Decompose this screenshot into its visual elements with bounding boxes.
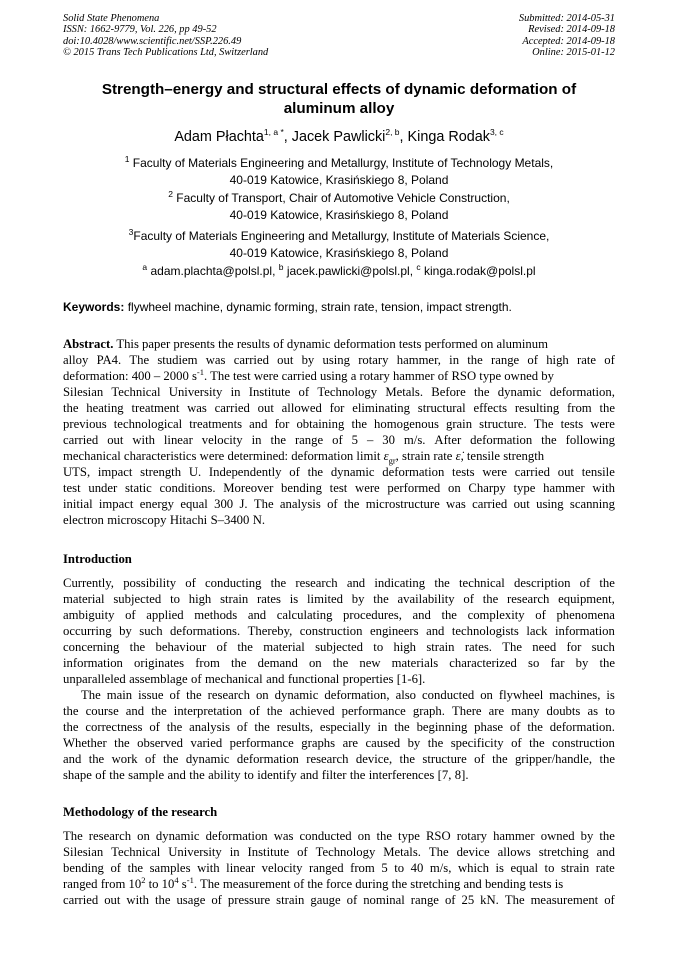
affiliation-line: Faculty of Materials Engineering and Metallurgy, Institute of Materials Science, (133, 229, 550, 243)
journal-info (63, 13, 268, 59)
subscript: gr (388, 455, 396, 466)
text-line: Whether the observed varied performance graphs are caused by the specificity of the construction (63, 736, 615, 750)
text-line: Silesian Technical University in Institute of Technology Metals. Before the dynamic deformation, (63, 385, 615, 399)
text-line: test under static conditions. Moreover bending test were performed on Charpy type hammer with (63, 481, 615, 495)
strain-rate-symbol: ε̇ (455, 449, 461, 463)
keywords-label: Keywords: (63, 300, 125, 314)
text-line: The research on dynamic deformation was conducted on the type RSO rotary hammer owned by the (63, 829, 615, 843)
methodology-body (63, 828, 615, 908)
revised-date: Revised: 2014-09-18 (528, 24, 615, 36)
text-line: concerning the behaviour of the material subjected to high strain rates. The need for such (63, 640, 615, 654)
abstract-label: Abstract. (63, 337, 114, 351)
text-fragment: , tensile strength (460, 449, 545, 463)
text-fragment: ranged from 10 (63, 877, 142, 891)
email-mark: c (416, 262, 421, 272)
text-line: shape of the sample and the ability to identify and filter the interferences [7, 8]. (63, 768, 469, 782)
affiliation-number: 3 (128, 227, 134, 237)
text-fragment: deformation: 400 – 2000 s (63, 369, 197, 383)
paper-title (63, 81, 615, 118)
email-mark: b (278, 262, 284, 272)
journal-issn: ISSN: 1662-9779, Vol. 226, pp 49-52 (63, 24, 217, 36)
section-heading: Methodology of the research (63, 805, 218, 819)
submitted-date: Submitted: 2014-05-31 (518, 13, 615, 24)
email-link[interactable]: jacek.pawlicki@polsl.pl, (283, 264, 417, 278)
author-name: Jacek Pawlicki (291, 129, 386, 145)
journal-name: Solid State Phenomena (63, 13, 160, 24)
affiliation-line: Faculty of Materials Engineering and Metallurgy, Institute of Technology Metals, (129, 156, 554, 170)
text-line: carried out with linear velocity in the range of 5 – 30 m/s. After deformation the following (63, 433, 615, 447)
affiliation-line: Faculty of Transport, Chair of Automotive Vehicle Construction, (172, 191, 510, 205)
keywords-text: flywheel machine, dynamic forming, strain rate, tension, impact strength. (124, 300, 512, 314)
text-line: previous technological treatments and for obtaining the homogenous grain structure. The tests were (63, 417, 615, 431)
section-heading: Introduction (63, 552, 132, 566)
title-line: Strength–energy and structural effects of dynamic deformation of (101, 81, 577, 98)
text-line: the correctness of the analysis of the results, especially in the beginning phase of the deformation. (63, 720, 615, 734)
email-link[interactable]: adam.plachta@polsl.pl, (147, 264, 279, 278)
text-line: The main issue of the research on dynamic deformation, also conducted on flywheel machines, is (81, 688, 615, 702)
superscript: -1 (186, 874, 194, 885)
text-line: Currently, possibility of conducting the research and indicating the technical description of the (63, 576, 615, 590)
submission-dates (519, 13, 615, 59)
author-emails (63, 263, 615, 280)
superscript: -1 (196, 366, 205, 377)
text-fragment: , strain rate (395, 449, 456, 463)
author-name: Kinga Rodak (407, 129, 490, 145)
affiliation (63, 228, 615, 262)
text-line: and the work of the dynamic deformation research device, the structure of the gripper/handle, the (63, 752, 615, 766)
accepted-date: Accepted: 2014-09-18 (522, 35, 615, 47)
affiliation (63, 190, 615, 224)
affiliation-address: 40-019 Katowice, Krasińskiego 8, Poland (229, 246, 449, 260)
text-line: bending of the samples with linear velocity ranged from 5 to 40 m/s, which is equal to strain rate (63, 861, 615, 875)
journal-copyright: © 2015 Trans Tech Publications Ltd, Switzerland (63, 47, 269, 59)
text-line: unparalleled assemblage of mechanical and functional properties [1-6]. (63, 672, 426, 686)
author-affiliation-mark: 2, b (385, 127, 400, 138)
author-list (63, 128, 615, 146)
text-line: Silesian Technical University in Institute of Technology Metals. The device allows stretching and (63, 845, 615, 859)
text-fragment: mechanical characteristics were determined: deformation limit (63, 449, 384, 463)
affiliation-address: 40-019 Katowice, Krasińskiego 8, Poland (229, 173, 449, 187)
text-line: UTS, impact strength U. Independently of the dynamic deformation tests were carried out tensile (63, 465, 615, 479)
title-line: aluminum alloy (283, 99, 395, 117)
affiliation-number: 1 (124, 154, 130, 164)
author-name: Adam Płachta (174, 129, 264, 145)
text-fragment: s (178, 877, 187, 891)
text-fragment: . The test were carried using a rotary hammer of RSO type owned by (204, 369, 554, 383)
author-affiliation-mark: 3, c (489, 127, 504, 138)
affiliation-address: 40-019 Katowice, Krasińskiego 8, Poland (229, 208, 449, 222)
text-line: occurring by such deformations. Thereby, construction engineers and technologists lack information (63, 624, 615, 638)
abstract (63, 336, 615, 528)
author-separator: , (283, 129, 292, 145)
superscript: 4 (174, 874, 179, 885)
epsilon-symbol: ε (383, 449, 389, 463)
keywords (63, 299, 615, 315)
text-fragment: to 10 (145, 877, 175, 891)
affiliation-number: 2 (168, 189, 173, 199)
text-line: electron microscopy Hitachi S–3400 N. (63, 513, 266, 527)
text-line: the heating treatment was carried out allowed for eliminating structural effects resulting from the (63, 401, 615, 415)
text-line: initial impact energy equal 300 J. The analysis of the microstructure was carried out using scanning (63, 497, 615, 511)
text-line: material subjected to high strain rates is limited by the availability of the research equipment, (63, 592, 615, 606)
text-line: alloy PA4. The studiem was carried out by using rotary hammer, in the range of high rate of (63, 353, 615, 367)
text-line: carried out with the usage of pressure strain gauge of nominal range of 25 kN. The measurement of (63, 893, 615, 907)
email-mark: a (142, 262, 148, 272)
text-fragment: . The measurement of the force during the stretching and bending tests is (193, 877, 564, 891)
author-affiliation-mark: 1, a * (263, 127, 284, 138)
affiliation (63, 155, 615, 189)
author-separator: , (399, 129, 408, 145)
text-line: information originates from the demand on the new materials characterized so far by the (63, 656, 615, 670)
online-date: Online: 2015-01-12 (532, 47, 615, 59)
text-line: This paper presents the results of dynamic deformation tests performed on aluminum (113, 337, 548, 351)
journal-doi: doi:10.4028/www.scientific.net/SSP.226.49 (63, 35, 242, 47)
email-link[interactable]: kinga.rodak@polsl.pl (420, 264, 536, 278)
text-line: the course and the interpretation of the achieved performance graph. There are many doubts as to (63, 704, 615, 718)
superscript: 2 (141, 874, 146, 885)
introduction-body (63, 575, 615, 783)
text-line: ambiguity of applied methods and calculating procedures, and the complexity of phenomena (63, 608, 615, 622)
